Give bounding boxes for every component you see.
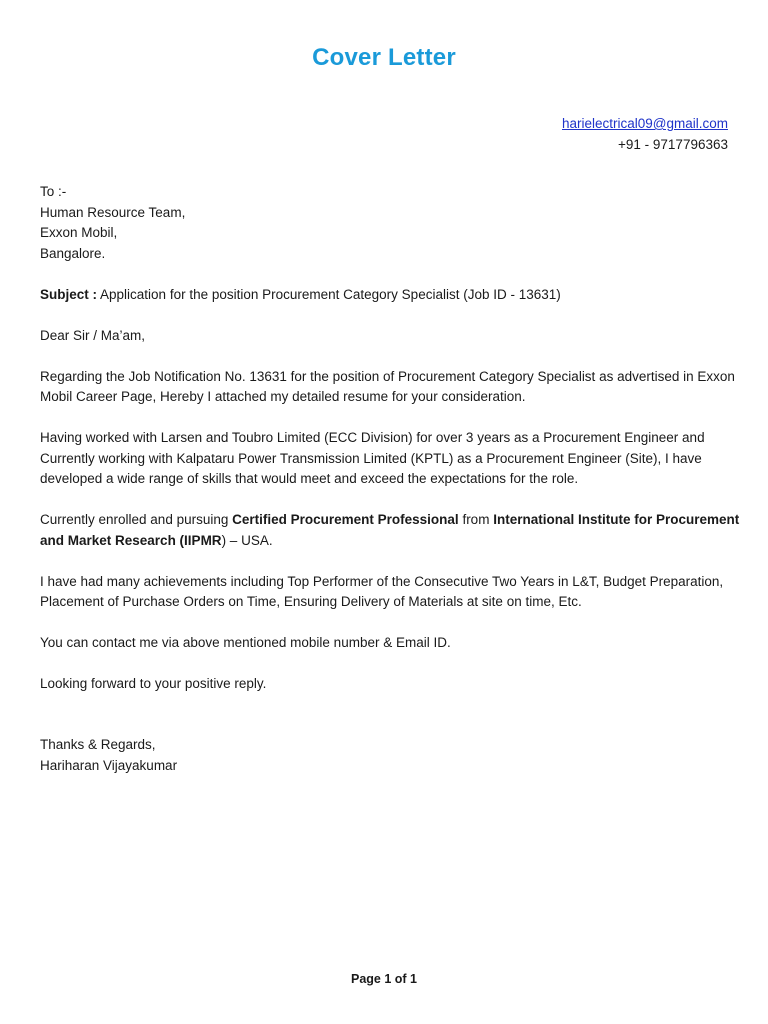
phone-number: +91 - 9717796363 [618, 137, 728, 152]
recipient-block [40, 182, 740, 264]
subject-text: Application for the position Procurement Category Specialist (Job ID - 13631) [97, 286, 561, 302]
subject-label: Subject : [40, 286, 98, 302]
institute-name: International Institute for Procurement and Market Research (IIPMR [40, 512, 740, 548]
to-label: To :- [40, 184, 67, 199]
page-title: Cover Letter [312, 44, 456, 71]
letter-body [40, 182, 740, 715]
paragraph-3-part-c: from [458, 512, 494, 527]
paragraph-6: Looking forward to your positive reply. [40, 676, 267, 691]
paragraph-3 [40, 510, 740, 551]
contact-block [562, 113, 728, 155]
subject-line [40, 285, 740, 306]
paragraph-3-part-a: Currently enrolled and pursuing [40, 512, 233, 527]
paragraph-5: You can contact me via above mentioned mobile number & Email ID. [40, 635, 451, 650]
recipient-line-3: Bangalore. [40, 245, 106, 261]
recipient-line-1: Human Resource Team, [40, 204, 186, 220]
page-number: Page 1 of 1 [351, 972, 417, 986]
paragraph-3-part-e: ) – USA. [221, 532, 273, 548]
paragraph-2: Having worked with Larsen and Toubro Limited (ECC Division) for over 3 years as a Procurement Engineer and Currently working with Kalpataru Power Transmission Limited (KPTL) as a Procurement Engineer (Site), I have developed a wide range of skills that would meet and exceed the expectations for the role. [40, 430, 705, 486]
email-link[interactable]: harielectrical09@gmail.com [561, 116, 728, 131]
signoff-block [40, 735, 177, 776]
certification-name: Certified Procurement Professional [232, 512, 459, 527]
closing: Thanks & Regards, [40, 737, 156, 752]
signer-name: Hariharan Vijayakumar [40, 757, 178, 773]
recipient-line-2: Exxon Mobil, [40, 225, 118, 240]
salutation: Dear Sir / Ma’am, [40, 327, 146, 343]
paragraph-4: I have had many achievements including Top Performer of the Consecutive Two Years in L&T, Budget Preparation, Placement of Purchase Orders on Time, Ensuring Delivery of Materials at site on time, Etc. [40, 573, 724, 609]
paragraph-1: Regarding the Job Notification No. 13631 for the position of Procurement Category Specialist as advertised in Exxon Mobil Career Page, Hereby I attached my detailed resume for your consideration. [40, 368, 735, 404]
